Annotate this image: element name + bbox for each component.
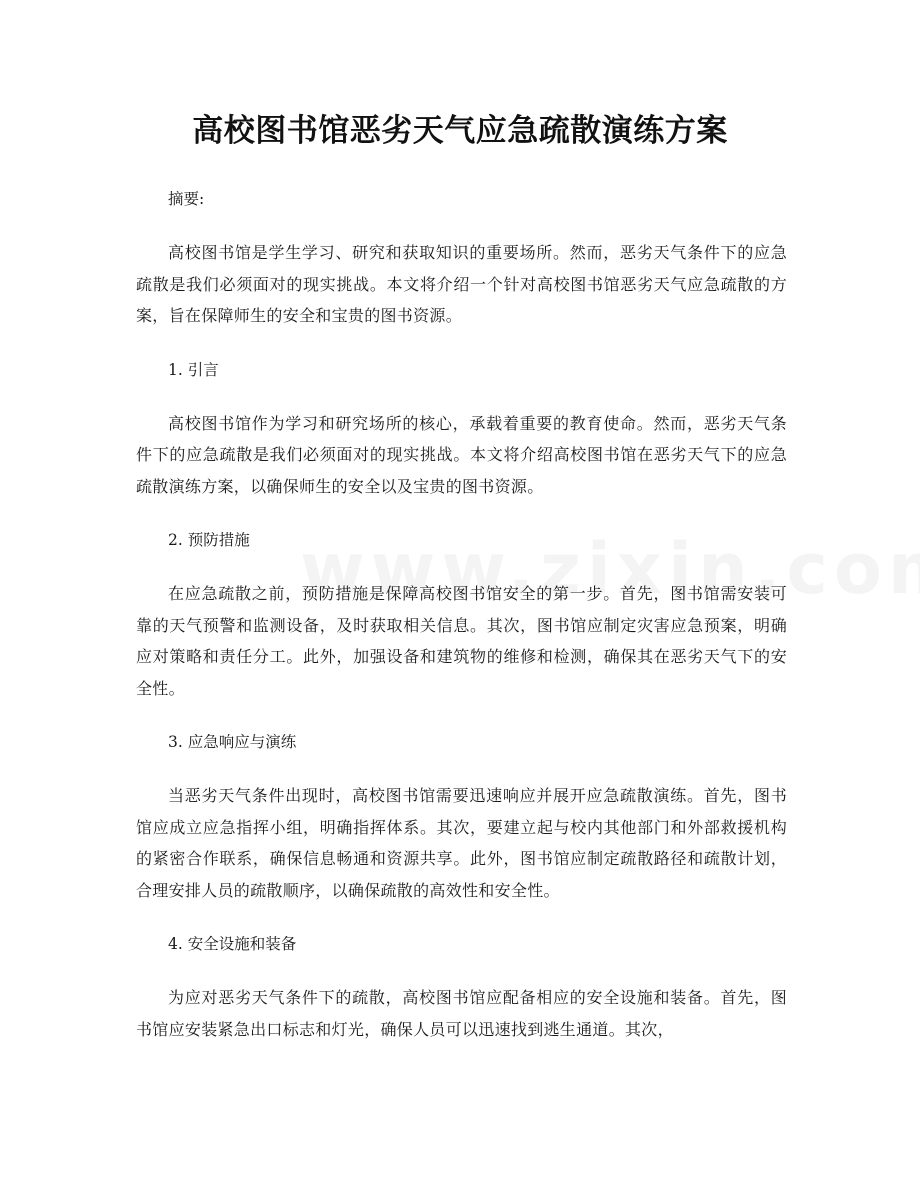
- abstract-paragraph: 高校图书馆是学生学习、研究和获取知识的重要场所。然而，恶劣天气条件下的应急疏散是我们必须面对的现实挑战。本文将介绍一个针对高校图书馆恶劣天气应急疏散的方案，旨在保障师生的安全和宝贵的图书资源。: [136, 243, 787, 325]
- section-heading-prevention: 2. 预防措施: [168, 531, 250, 549]
- document-body: [136, 184, 787, 1068]
- section-heading-introduction: 1. 引言: [168, 360, 219, 379]
- abstract-label: 摘要:: [168, 190, 205, 208]
- section-paragraph-introduction: 高校图书馆作为学习和研究场所的核心，承载着重要的教育使命。然而，恶劣天气条件下的应急疏散是我们必须面对的现实挑战。本文将介绍高校图书馆在恶劣天气下的应急疏散演练方案，以确保师生的安全以及宝贵的图书资源。: [136, 413, 787, 496]
- section-heading-response: 3. 应急响应与演练: [168, 733, 297, 751]
- section-paragraph-response: 当恶劣天气条件出现时，高校图书馆需要迅速响应并展开应急疏散演练。首先，图书馆应成立应急指挥小组，明确指挥体系。其次，要建立起与校内其他部门和外部救援机构的紧密合作联系，确保信息畅通和资源共享。此外，图书馆应制定疏散路径和疏散计划，合理安排人员的疏散顺序，以确保疏散的高效性和安全性。: [136, 786, 787, 900]
- section-paragraph-safety-equipment: 为应对恶劣天气条件下的疏散，高校图书馆应配备相应的安全设施和装备。首先，图书馆应安装紧急出口标志和灯光，确保人员可以迅速找到逃生通道。其次，: [136, 988, 787, 1039]
- section-paragraph-prevention: 在应急疏散之前，预防措施是保障高校图书馆安全的第一步。首先，图书馆需安装可靠的天气预警和监测设备，及时获取相关信息。其次，图书馆应制定灾害应急预案，明确应对策略和责任分工。此外，加强设备和建筑物的维修和检测，确保其在恶劣天气下的安全性。: [136, 584, 787, 698]
- document-title: 高校图书馆恶劣天气应急疏散演练方案: [192, 113, 728, 149]
- section-heading-safety-equipment: 4. 安全设施和装备: [168, 935, 297, 953]
